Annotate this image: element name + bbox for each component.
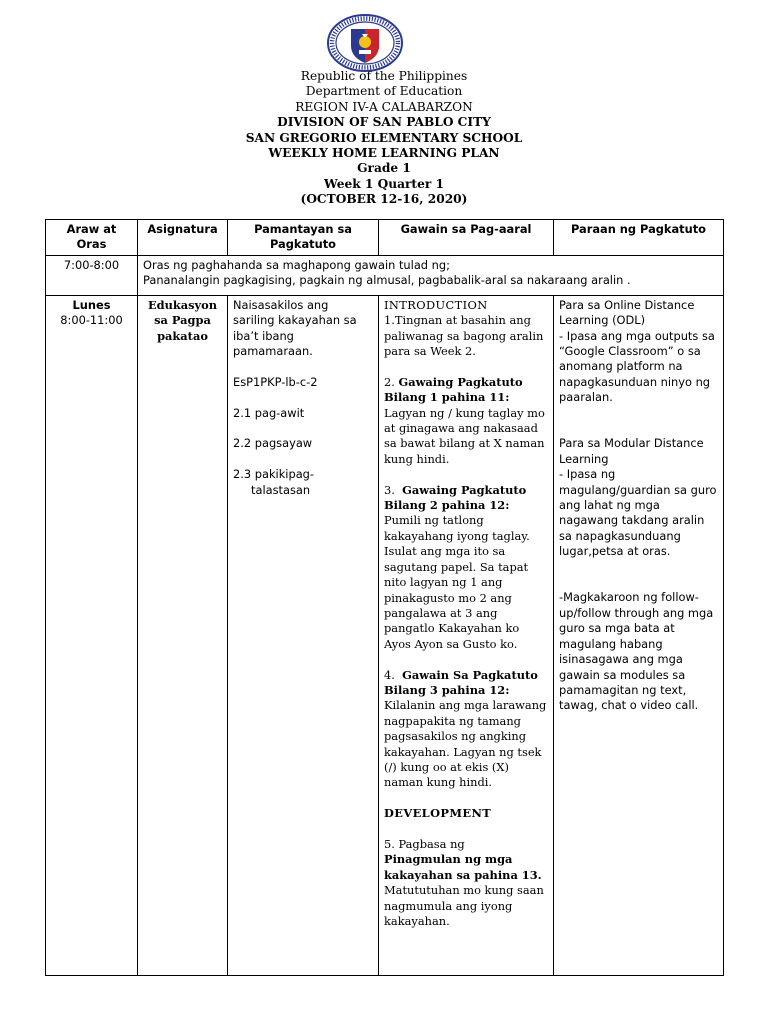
header-division: DIVISION OF SAN PABLO CITY xyxy=(277,115,491,130)
mdl-title: Para sa Modular Distance Learning xyxy=(559,436,704,466)
deped-seal-logo xyxy=(326,14,404,72)
row2-standard xyxy=(228,295,379,975)
column-header-day-time: Araw at Oras xyxy=(46,220,138,256)
activity-3-title: Gawaing Pagkatuto Bilang 2 pahina 12: xyxy=(384,482,527,513)
followup-note: -Magkakaroon ng follow-up/follow through ang mga guro sa mga bata at magulang habang isinasagawa ang mga gawain sa modules sa pamamagitan ng text, tawag, chat o video call. xyxy=(559,590,714,713)
development-heading: DEVELOPMENT xyxy=(384,806,492,821)
activity-4-number: 4. xyxy=(384,667,395,682)
header-date-range: (OCTOBER 12-16, 2020) xyxy=(300,192,468,207)
document-header xyxy=(0,69,768,208)
header-department: Department of Education xyxy=(305,84,463,99)
header-week-quarter: Week 1 Quarter 1 xyxy=(324,176,444,191)
row2-day: Lunes xyxy=(72,297,111,312)
row2-day-time xyxy=(46,295,138,975)
standard-code: EsP1PKP-lb-c-2 xyxy=(233,374,318,389)
activity-2 xyxy=(384,375,548,406)
activity-5-body: Matututuhan mo kung saan nagmumula ang iyong kakayahan. xyxy=(384,883,544,928)
activity-3-body: Pumili ng tatlong kakayahang iyong taglay. Isulat ang mga ito sa sagutang papel. Sa tapat nito lagyan ng 1 ang pinakagusto mo 2 ang pangalawa at 3 ang pangatlo Kakayahan ko Ayos Ayon sa Gusto ko. xyxy=(384,513,530,651)
row2-activities xyxy=(379,295,554,975)
activity-3-number: 3. xyxy=(384,482,395,497)
activity-4 xyxy=(384,668,548,699)
standard-item-3-cont: talastasan xyxy=(251,482,311,497)
row2-learning-mode xyxy=(554,295,724,975)
row1-text-1: Oras ng paghahanda sa maghapong gawain tulad ng; xyxy=(143,257,450,272)
introduction-heading: INTRODUCTION xyxy=(384,297,488,312)
activity-2-number: 2. xyxy=(384,374,395,389)
standard-intro: Naisasakilos ang sariling kakayahan sa iba’t ibang pamamaraan. xyxy=(233,297,357,359)
header-republic: Republic of the Philippines xyxy=(300,69,468,83)
column-header-standard: Pamantayan sa Pagkatuto xyxy=(228,220,379,256)
standard-item-1: 2.1 pag-awit xyxy=(233,405,305,420)
header-school: SAN GREGORIO ELEMENTARY SCHOOL xyxy=(245,130,523,145)
row1-text-2: Pananalangin pagkagising, pagkain ng almusal, pagbabalik-aral sa nakaraang aralin . xyxy=(143,273,631,288)
activity-4-body: Kilalanin ang mga larawang nagpapakita ng tamang pagsasakilos ng angking kakayahan. Lagyan ng tsek (/) kung oo at ekis (X) naman kung hindi. xyxy=(384,698,547,790)
column-header-subject: Asignatura xyxy=(138,220,228,256)
row1-description xyxy=(138,255,724,295)
activity-2-body: Lagyan ng / kung taglay mo at ginagawa ang nakasaad sa bawat bilang at X naman kung hindi. xyxy=(384,405,545,466)
row2-time: 8:00-11:00 xyxy=(60,313,123,328)
table-row xyxy=(46,255,724,295)
table-row xyxy=(46,295,724,975)
odl-title: Para sa Online Distance Learning (ODL) xyxy=(559,297,695,328)
table-header-row xyxy=(46,220,724,256)
header-grade: Grade 1 xyxy=(357,161,411,176)
header-plan-title: WEEKLY HOME LEARNING PLAN xyxy=(268,146,500,161)
odl-body: - Ipasa ang mga outputs sa “Google Classroom” o sa anomang platform na napagkasunduan ninyo ng paaralan. xyxy=(559,328,715,405)
activity-3 xyxy=(384,483,548,514)
activity-5-number: 5. Pagbasa ng xyxy=(384,836,465,851)
activity-1: 1.Tingnan at basahin ang paliwanag sa bagong aralin para sa Week 2. xyxy=(384,313,544,359)
row1-time: 7:00-8:00 xyxy=(46,255,138,295)
standard-item-3: 2.3 pakikipag- xyxy=(233,467,315,482)
column-header-mode: Paraan ng Pagkatuto xyxy=(554,220,724,256)
learning-plan-table xyxy=(45,219,724,976)
standard-item-2: 2.2 pagsayaw xyxy=(233,436,313,451)
mdl-body: - Ipasa ng magulang/guardian sa guro ang lahat ng mga nagawang takdang aralin sa napagkasunduang lugar,petsa at oras. xyxy=(559,467,717,559)
activity-4-title: Gawain Sa Pagkatuto Bilang 3 pahina 12: xyxy=(384,667,538,697)
activity-2-title: Gawaing Pagkatuto Bilang 1 pahina 11: xyxy=(384,374,523,405)
column-header-activities: Gawain sa Pag-aaral xyxy=(379,220,554,256)
row2-subject: Edukasyon sa Pagpa pakatao xyxy=(138,295,228,975)
header-region: REGION IV-A CALABARZON xyxy=(295,99,473,114)
activity-5-title: Pinagmulan ng mga kakayahan sa pahina 13. xyxy=(384,852,542,882)
